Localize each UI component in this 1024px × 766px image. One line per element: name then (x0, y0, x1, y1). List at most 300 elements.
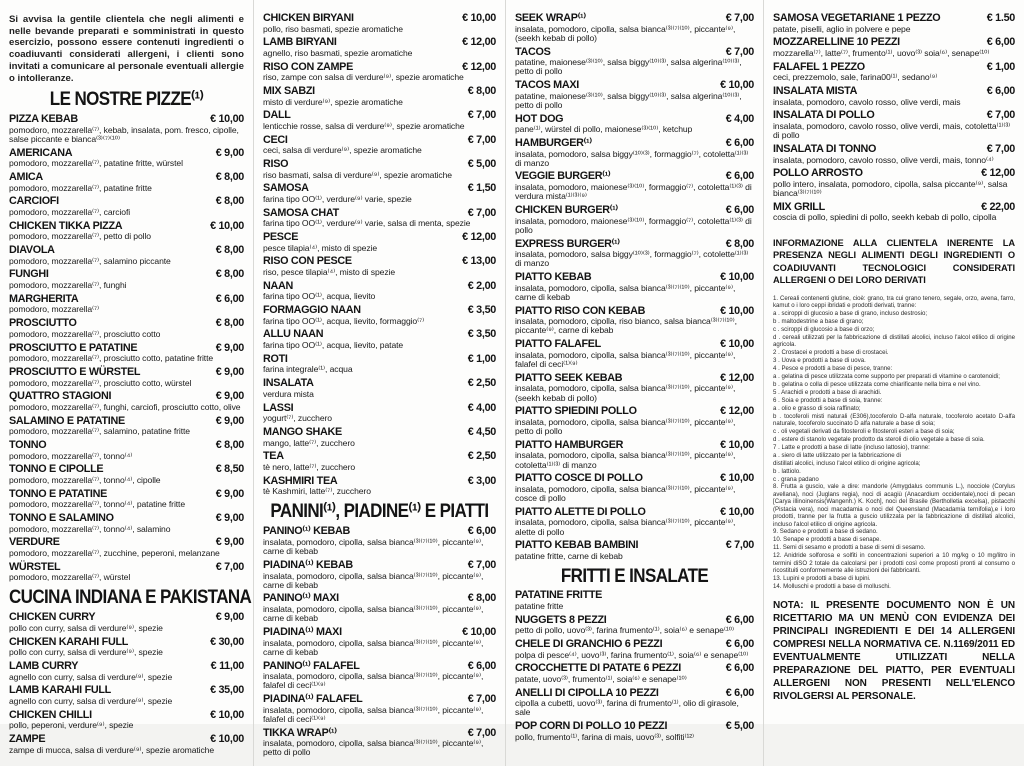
menu-item-head (515, 662, 754, 675)
item-price: € 10,00 (720, 472, 754, 485)
menu-item (9, 684, 244, 706)
menu-item (9, 488, 244, 510)
fine-print-line: 4 . Pesce e prodotti a base di pesce, tranne: (773, 365, 893, 373)
item-price: € 7,00 (725, 539, 754, 552)
item-price: € 2,50 (467, 377, 496, 390)
item-price: € 1.50 (986, 12, 1015, 24)
section-heading: FRITTI E INSALATE (560, 564, 709, 587)
item-ingredients: pomodoro, mozzarella⁽⁷⁾, tonno⁽⁴⁾ (9, 450, 133, 461)
item-price: € 9,00 (215, 487, 244, 500)
item-price: € 10,00 (720, 271, 754, 284)
item-ingredients: insalata, pomodoro, cipolla, salsa bianca⁽³⁾⁽⁷⁾⁽¹⁰⁾, piccante⁽⁹⁾, carne di kebab (263, 537, 484, 557)
item-name: PIATTO SEEK KEBAB (515, 371, 623, 384)
menu-item-head (773, 12, 1015, 25)
fine-print-line: c . oli vegetali derivati da fitosteroli e fitosteroli esteri a base di soia; (773, 427, 955, 435)
item-price: € 9,00 (215, 341, 244, 354)
item-price: € 7,00 (467, 558, 496, 571)
item-name: FALAFEL 1 PEZZO (773, 60, 865, 73)
item-name: CHICKEN TIKKA PIZZA (9, 219, 123, 232)
section-heading: PANINI⁽¹⁾, PIADINE⁽¹⁾ E PIATTI (270, 499, 489, 522)
item-price: € 12,00 (462, 231, 496, 244)
item-price: € 8,00 (215, 171, 244, 184)
fine-print-line: 10. Senape e prodotti a base di senape. (773, 536, 882, 544)
item-price: € 6,00 (725, 662, 754, 675)
item-price: € 8,00 (467, 85, 496, 98)
item-ingredients: farina tipo OO⁽¹⁾, acqua, lievito, formaggio⁽⁷⁾ (263, 315, 425, 326)
menu-item (515, 590, 754, 611)
menu-item (515, 638, 754, 660)
menu-item (263, 255, 496, 277)
item-price: € 6,00 (725, 136, 754, 149)
menu-item (773, 12, 1015, 34)
menu-item (515, 539, 754, 561)
menu-item (515, 614, 754, 636)
fine-print-line: b . maltodestrine a base di grano; (773, 318, 864, 326)
item-ingredients: riso, zampe con salsa di verdure⁽⁹⁾, spezie aromatiche (263, 72, 464, 83)
item-name: POLLO ARROSTO (773, 167, 863, 180)
item-ingredients: agnello, riso basmati, spezie aromatiche (263, 48, 413, 58)
item-name: PIADINA⁽¹⁾ FALAFEL (263, 693, 363, 706)
menu-item (9, 342, 244, 364)
item-name: WÜRSTEL (9, 560, 61, 573)
item-name: INSALATA (263, 377, 314, 390)
item-ingredients: patate, piselli, aglio in polvere e pepe (773, 23, 911, 34)
menu-item (9, 611, 244, 633)
item-price: € 10,00 (210, 708, 244, 721)
fine-print-line: b . gelatina o colla di pesce utilizzata come chiarificante nella birra e nel vino. (773, 380, 981, 388)
menu-item-head (263, 559, 496, 572)
item-ingredients: insalata, pomodoro, cipolla, salsa bianca⁽³⁾⁽⁷⁾⁽¹⁰⁾, piccante⁽⁹⁾, falafel di ceci⁽¹⁾⁽⁹⁾ (263, 671, 484, 691)
menu-item-head (9, 733, 244, 746)
item-price: € 7,00 (467, 206, 496, 219)
item-price: € 11,00 (210, 660, 244, 673)
menu-item-head (263, 426, 496, 439)
menu-item (263, 693, 496, 724)
menu-item-head (9, 439, 244, 452)
menu-item (515, 46, 754, 77)
item-name: PANINO⁽¹⁾ FALAFEL (263, 659, 360, 672)
item-price: € 10,00 (210, 113, 244, 126)
item-price: € 7,00 (467, 726, 496, 739)
item-ingredients: insalata, pomodoro, maionese⁽³⁾⁽¹⁰⁾, formaggio⁽⁷⁾, cotoletta⁽¹⁾⁽³⁾ di pollo (515, 215, 752, 235)
item-name: SEEK WRAP⁽¹⁾ (515, 12, 586, 24)
menu-item (263, 61, 496, 83)
item-price: € 10,00 (720, 79, 754, 92)
item-name: CHICKEN CURRY (9, 611, 96, 624)
menu-item-head (263, 450, 496, 463)
item-name: TACOS MAXI (515, 79, 579, 92)
item-price: € 3,00 (467, 474, 496, 487)
menu-column-4 (763, 0, 1024, 766)
menu-item (773, 109, 1015, 140)
fine-print-line: d . cereali utilizzati per la fabbricazione di distillati alcolici, incluso l'alcol etilico di origine agricola. (773, 333, 1015, 349)
menu-item (9, 415, 244, 437)
item-ingredients: pomodoro, mozzarella⁽⁷⁾, prosciutto cotto, patatine fritte (9, 353, 214, 364)
item-price: € 6,00 (725, 170, 754, 183)
fine-print-line: a . olio e grasso di soia raffinato; (773, 404, 861, 412)
menu-item-head (9, 660, 244, 673)
menu-item-head (515, 405, 754, 418)
menu-item (263, 36, 496, 58)
item-name: TEA (263, 450, 284, 463)
item-name: PIATTO SPIEDINI POLLO (515, 405, 637, 418)
fine-print-line: 12. Anidride solforosa e solfiti in concentrazioni superiori a 10 mg/kg o 10 mg/litro in termini diSO 2 totale da calcolarsi per i prodotti così come proposti pronti al consumo o ricostituiti conformemente alle istruzioni dei fabbricanti. (773, 552, 1015, 575)
menu-item (263, 328, 496, 350)
item-ingredients: pomodoro, mozzarella⁽⁷⁾, prosciutto cotto, würstel (9, 377, 192, 388)
item-price: € 8,00 (215, 317, 244, 330)
item-name: EXPRESS BURGER⁽¹⁾ (515, 237, 620, 250)
menu-item (263, 109, 496, 131)
menu-item (773, 143, 1015, 165)
item-price: € 6,00 (986, 36, 1015, 49)
item-price: € 6,00 (725, 613, 754, 626)
menu-column-1 (0, 0, 253, 766)
item-ingredients: insalata, pomodoro, salsa biggy⁽¹⁰⁾⁽³⁾, formaggio⁽⁷⁾, cotoletta⁽¹⁾⁽³⁾ di manzo (515, 148, 749, 168)
menu-item (263, 626, 496, 657)
menu-item (515, 113, 754, 135)
item-price: € 4,00 (467, 401, 496, 414)
menu-item-head (9, 536, 244, 549)
item-price: € 6,00 (215, 292, 244, 305)
item-price: € 8,50 (215, 463, 244, 476)
fine-print-line: a . sciroppi di glucosio a base di grano, incluso destrosio; (773, 310, 928, 318)
fine-print-line: 3 . Uova e prodotti a base di uova. (773, 357, 866, 365)
fine-print-line: c . sciroppi di glucosio a base di orzo; (773, 326, 875, 333)
item-ingredients: tè nero, latte⁽⁷⁾, zucchero (263, 461, 356, 472)
item-price: € 9,00 (215, 390, 244, 403)
item-name: ZAMPE (9, 733, 46, 746)
item-ingredients: coscia di pollo, spiedini di pollo, seekh kebab di pollo, cipolla (773, 212, 997, 223)
item-name: PIATTO FALAFEL (515, 338, 601, 351)
menu-item (9, 147, 244, 169)
item-price: € 7,00 (467, 693, 496, 706)
item-name: TONNO E PATATINE (9, 487, 107, 500)
menu-item (9, 195, 244, 217)
item-name: CROCCHETTE DI PATATE 6 PEZZI (515, 662, 681, 675)
item-price: € 10,00 (210, 733, 244, 746)
menu-item (263, 525, 496, 556)
menu-item (9, 536, 244, 558)
menu-item (263, 660, 496, 691)
item-ingredients: riso, pesce tilapia⁽⁴⁾, misto di spezie (263, 267, 396, 278)
menu-item (263, 85, 496, 107)
item-name: RISO CON ZAMPE (263, 60, 353, 73)
menu-item-head (9, 390, 244, 403)
item-name: CHICKEN BIRYANI (263, 12, 354, 24)
item-price: € 7,00 (986, 142, 1015, 155)
item-ingredients: insalata, pomodoro, cipolla, salsa bianca⁽³⁾⁽⁷⁾⁽¹⁰⁾, piccante⁽⁹⁾, carne di kebab (515, 282, 736, 302)
item-ingredients: zampe di mucca, salsa di verdure⁽⁹⁾, spezie aromatiche (9, 744, 215, 755)
item-name: POP CORN DI POLLO 10 PEZZI (515, 720, 668, 733)
menu-item (515, 238, 754, 269)
item-price: € 12,00 (462, 36, 496, 49)
menu-item-head (263, 231, 496, 244)
menu-item (515, 687, 754, 718)
menu-column-3 (505, 0, 763, 766)
item-name: CHICKEN KARAHI FULL (9, 635, 129, 648)
menu-item-head (263, 626, 496, 639)
item-name: CARCIOFI (9, 195, 59, 208)
menu-item (9, 561, 244, 583)
fine-print-line: 6 . Soia e prodotti a base di soia, tranne: (773, 396, 883, 404)
item-ingredients: insalata, pomodoro, cipolla, salsa bianca⁽³⁾⁽⁷⁾⁽¹⁰⁾, piccante⁽⁹⁾, carne di kebab (263, 604, 484, 624)
item-name: NAAN (263, 279, 293, 292)
item-price: € 6,00 (725, 686, 754, 699)
item-price: € 9,00 (215, 611, 244, 624)
item-price: € 9,00 (215, 511, 244, 524)
item-price: € 9,00 (215, 536, 244, 549)
item-name: LAMB BIRYANI (263, 36, 337, 49)
menu-item-head (515, 204, 754, 217)
item-name: TONNO E CIPOLLE (9, 463, 104, 476)
item-ingredients: pane⁽¹⁾, würstel di pollo, maionese⁽³⁾⁽¹⁰⁾, ketchup (515, 124, 693, 135)
menu-item (9, 439, 244, 461)
menu-item (515, 338, 754, 369)
menu-item (263, 231, 496, 253)
item-name: CHICKEN CHILLI (9, 708, 92, 721)
item-ingredients: farina tipo OO⁽¹⁾, acqua, lievito, patate (263, 340, 404, 351)
item-name: VERDURE (9, 536, 60, 549)
item-ingredients: agnello con curry, salsa di verdure⁽⁹⁾, spezie (9, 696, 173, 707)
menu-item (263, 158, 496, 180)
item-ingredients: cipolla a cubetti, uovo⁽³⁾, farina di frumento⁽¹⁾, olio di girasole, sale (515, 698, 739, 718)
item-price: € 7,00 (467, 109, 496, 122)
item-price: € 12,00 (720, 371, 754, 384)
item-name: AMICA (9, 171, 43, 184)
menu-item (9, 733, 244, 755)
item-ingredients: insalata, pomodoro, cipolla, salsa bianca⁽³⁾⁽⁷⁾⁽¹⁰⁾, piccante⁽⁹⁾, carne di kebab (263, 637, 484, 657)
item-ingredients: riso basmati, salsa di verdure⁽⁹⁾, spezie aromatiche (263, 169, 452, 180)
item-ingredients: mango, latte⁽⁷⁾, zucchero (263, 437, 355, 448)
item-price: € 7,00 (467, 133, 496, 146)
item-price: € 8,00 (215, 195, 244, 208)
item-name: SAMOSA CHAT (263, 206, 339, 219)
item-name: KASHMIRI TEA (263, 474, 338, 487)
item-name: SAMOSA (263, 182, 309, 195)
menu-item-head (773, 167, 1015, 180)
item-ingredients: pollo, peperoni, verdure⁽⁹⁾, spezie (9, 720, 134, 731)
menu-item-head (9, 366, 244, 379)
item-price: € 3,50 (467, 328, 496, 341)
item-ingredients: verdura mista (263, 388, 314, 399)
item-name: HOT DOG (515, 112, 564, 125)
item-price: € 7,00 (986, 109, 1015, 122)
item-ingredients: patatine fritte, carne di kebab (515, 550, 623, 561)
item-ingredients: insalata, pomodoro, cipolla, salsa bianca⁽³⁾⁽⁷⁾⁽¹⁰⁾, piccante⁽⁹⁾, falafel di ceci⁽¹⁾⁽⁹⁾ (515, 349, 736, 369)
item-price: € 10,00 (462, 12, 496, 24)
item-price: € 1,50 (467, 182, 496, 195)
item-name: FORMAGGIO NAAN (263, 304, 361, 317)
item-price: € 6,00 (467, 659, 496, 672)
menu-item-head (515, 79, 754, 92)
item-ingredients: ceci, salsa di verdure⁽⁹⁾, spezie aromatiche (263, 145, 422, 156)
item-ingredients: patatine, maionese⁽³⁾⁽¹⁰⁾, salsa biggy⁽¹⁰⁾⁽³⁾, salsa algerina⁽¹⁰⁾⁽³⁾, petto di pollo (515, 57, 742, 77)
item-name: QUATTRO STAGIONI (9, 390, 112, 403)
menu-item (9, 636, 244, 658)
menu-item (9, 244, 244, 266)
menu-item-head (515, 12, 754, 25)
menu-item-head (9, 512, 244, 525)
item-name: PANINO⁽¹⁾ KEBAB (263, 525, 350, 538)
item-price: € 10,00 (720, 304, 754, 317)
fine-print-line: distillati alcolici, incluso l'alcol etilico di origine agricola; (773, 459, 921, 467)
item-ingredients: pomodoro, mozzarella⁽⁷⁾ (9, 304, 100, 315)
item-ingredients: patatine fritte (515, 600, 564, 611)
section-heading: CUCINA INDIANA E PAKISTANA (9, 585, 252, 608)
menu-item (263, 353, 496, 375)
item-price: € 35,00 (210, 684, 244, 697)
item-price: € 8,00 (725, 237, 754, 250)
item-ingredients: agnello con curry, salsa di verdure⁽⁹⁾, spezie (9, 671, 173, 682)
menu-item (515, 472, 754, 503)
item-name: PIZZA KEBAB (9, 113, 78, 126)
item-ingredients: insalata, pomodoro, cipolla, salsa bianca⁽³⁾⁽⁷⁾⁽¹⁰⁾, piccante⁽⁹⁾, cosce di pollo (515, 483, 736, 504)
item-ingredients: insalata, pomodoro, cipolla, salsa bianca⁽³⁾⁽⁷⁾⁽¹⁰⁾, piccante⁽⁹⁾, falafel di ceci⁽¹⁾⁽⁹⁾ (263, 704, 484, 724)
item-name: INSALATA MISTA (773, 85, 858, 98)
item-ingredients: insalata, pomodoro, cipolla, salsa bianca⁽³⁾⁽⁷⁾⁽¹⁰⁾, piccante⁽⁹⁾, alette di pollo (515, 517, 736, 537)
item-ingredients: farina tipo OO⁽¹⁾, verdure⁽⁹⁾ varie, salsa di menta, spezie (263, 218, 471, 229)
item-price: € 10,00 (720, 438, 754, 451)
item-ingredients: pomodoro, mozzarella⁽⁷⁾, patatine fritte, würstel (9, 158, 183, 169)
item-name: INSALATA DI TONNO (773, 142, 877, 155)
item-ingredients: pomodoro, mozzarella⁽⁷⁾, tonno⁽⁴⁾, cipolle (9, 474, 161, 485)
menu-item (263, 450, 496, 472)
item-ingredients: insalata, pomodoro, maionese⁽³⁾⁽¹⁰⁾, formaggio⁽⁷⁾, cotoletta⁽¹⁾⁽³⁾ di verdura mista⁽¹⁾⁽³⁾⁽⁹⁾ (515, 182, 752, 202)
menu-item (9, 463, 244, 485)
item-ingredients: insalata, pomodoro, cavolo rosso, olive verdi, mais (773, 96, 961, 107)
item-name: TONNO (9, 438, 47, 451)
item-ingredients: pomodoro, mozzarella⁽⁷⁾, patatine fritte (9, 182, 152, 193)
menu-item-head (515, 638, 754, 651)
menu-item-head (9, 171, 244, 184)
item-ingredients: pollo con curry, salsa di verdure⁽⁹⁾, spezie (9, 623, 163, 634)
menu-item (263, 12, 496, 34)
item-ingredients: pollo, frumento⁽¹⁾, farina di mais, uovo⁽³⁾, solfiti⁽¹²⁾ (515, 731, 695, 742)
item-name: MANGO SHAKE (263, 425, 342, 438)
item-price: € 7,00 (725, 45, 754, 58)
item-ingredients: lenticchie rosse, salsa di verdure⁽⁹⁾, spezie aromatiche (263, 121, 465, 132)
fine-print-line: c . grana padano (773, 475, 819, 483)
fine-print-line: b . lattiolo. (773, 467, 801, 475)
item-ingredients: pomodoro, mozzarella⁽⁷⁾, tonno⁽⁴⁾, patatine fritte (9, 499, 186, 510)
menu-item (263, 402, 496, 424)
item-price: € 6,00 (725, 637, 754, 650)
fine-print-line: 13. Lupini e prodotti a base di lupini. (773, 575, 871, 582)
menu-item (515, 271, 754, 302)
menu-item-head (515, 338, 754, 351)
menu-item (515, 720, 754, 742)
item-price: € 22,00 (981, 200, 1015, 213)
menu-item (263, 426, 496, 448)
item-price: € 3,50 (467, 304, 496, 317)
item-name: ALLU NAAN (263, 328, 324, 341)
item-ingredients: insalata, pomodoro, cipolla, salsa bianca⁽³⁾⁽⁷⁾⁽¹⁰⁾, piccante⁽⁹⁾, (seekh kebab di pollo) (515, 383, 736, 403)
menu-item (773, 201, 1015, 223)
fine-print-line: 7 . Latte e prodotti a base di latte (incluso lattosio), tranne: (773, 443, 930, 451)
menu-item-head (263, 85, 496, 98)
item-name: PIATTO COSCE DI POLLO (515, 472, 643, 485)
menu-item (9, 220, 244, 242)
menu-item (263, 182, 496, 204)
fine-print-line: 11. Semi di sesamo e prodotti a base di semi di sesamo. (773, 544, 926, 552)
item-name: MIX GRILL (773, 200, 825, 213)
item-ingredients: insalata, pomodoro, cipolla, salsa bianca⁽³⁾⁽⁷⁾⁽¹⁰⁾, piccante⁽⁹⁾, cotoletta⁽¹⁾⁽³⁾ di manzo (515, 450, 736, 470)
menu-item-head (9, 463, 244, 476)
fine-print-line: d . estere di stanolo vegetale prodotto da steroli di olio vegetale a base di soia. (773, 435, 985, 443)
item-price: € 10,00 (462, 625, 496, 638)
item-name: RISO CON PESCE (263, 255, 352, 268)
item-name: PROSCIUTTO E WÜRSTEL (9, 365, 141, 378)
allergen-fine-print (773, 295, 1015, 591)
menu-item (263, 559, 496, 590)
item-price: € 30,00 (210, 635, 244, 648)
allergen-info-heading: INFORMAZIONE ALLA CLIENTELA INERENTE LA PRESENZA NEGLI ALIMENTI DEGLI INGREDIENTI O COADIUVANTI TECNOLOGICI CONSIDERATI ALLERGENI O DEI LORO DERIVATI (773, 237, 1015, 286)
item-name: PROSCIUTTO (9, 317, 77, 330)
item-ingredients: insalata, pomodoro, cavolo rosso, olive verdi, mais, cotoletta⁽¹⁾⁽³⁾ di pollo (773, 121, 1011, 141)
item-name: SAMOSA VEGETARIANE 1 PEZZO (773, 12, 941, 24)
fine-print-line: a . siero di latte utilizzato per la fabbricazione di (773, 451, 902, 459)
fine-print-line: a . gelatina di pesce utilizzata come supporto per preparati di vitamine o carotenoidi; (773, 373, 1000, 381)
menu-item-head (515, 271, 754, 284)
item-name: CECI (263, 133, 288, 146)
menu-item-head (263, 304, 496, 317)
item-name: HAMBURGER⁽¹⁾ (515, 136, 592, 149)
item-ingredients: pollo, riso basmati, spezie aromatiche (263, 23, 403, 34)
menu-item (263, 475, 496, 497)
item-name: TIKKA WRAP⁽¹⁾ (263, 726, 337, 739)
menu-item-head (263, 12, 496, 25)
item-ingredients: pollo con curry, salsa di verdure⁽⁹⁾, spezie (9, 647, 163, 658)
item-price: € 8,00 (467, 592, 496, 605)
menu-item (9, 317, 244, 339)
menu-item (515, 204, 754, 235)
menu-column-2 (253, 0, 505, 766)
menu-item (9, 709, 244, 731)
menu-item (515, 372, 754, 403)
menu-item (263, 304, 496, 326)
item-name: PATATINE FRITTE (515, 589, 603, 602)
item-ingredients: pomodoro, mozzarella⁽⁷⁾, funghi, carciofi, prosciutto cotto, olive (9, 401, 241, 412)
item-ingredients: pomodoro, mozzarella⁽⁷⁾, salamino, patatine fritte (9, 426, 190, 437)
menu-item-head (263, 377, 496, 390)
item-name: TACOS (515, 45, 551, 58)
item-name: PESCE (263, 231, 299, 244)
item-price: € 4,50 (467, 425, 496, 438)
item-price: € 8,00 (215, 268, 244, 281)
menu-item (9, 268, 244, 290)
menu-item (515, 305, 754, 336)
item-name: ROTI (263, 352, 288, 365)
item-name: RISO (263, 158, 289, 171)
item-name: MIX SABZI (263, 85, 315, 98)
item-price: € 12,00 (981, 167, 1015, 180)
item-ingredients: pollo intero, insalata, pomodoro, cipolla, salsa piccante⁽⁹⁾, salsa bianca⁽³⁾⁽⁷⁾⁽¹⁰⁾ (773, 178, 1008, 199)
menu-item (515, 662, 754, 684)
item-price: € 4,00 (725, 112, 754, 125)
menu-item (9, 366, 244, 388)
item-ingredients: insalata, pomodoro, cipolla, riso bianco, salsa bianca⁽³⁾⁽⁷⁾⁽¹⁰⁾, piccante⁽⁹⁾, carne di kebab (515, 316, 737, 336)
item-price: € 2,50 (467, 450, 496, 463)
item-name: PIATTO KEBAB (515, 271, 592, 284)
menu-item-head (9, 317, 244, 330)
item-ingredients: pomodoro, mozzarella⁽⁷⁾, carciofi (9, 207, 131, 218)
item-ingredients: pesce tilapia⁽⁴⁾, misto di spezie (263, 242, 377, 253)
menu-item (773, 61, 1015, 83)
fine-print-line: 1. Cereali contenenti glutine, cioè: grano, tra cui grano tenero, segale, orzo, avena, farro, kamut o i loro ceppi ibridati e prodotti derivati, tranne: (773, 294, 1015, 310)
item-ingredients: pomodoro, mozzarella⁽⁷⁾, zucchine, peperoni, melanzane (9, 547, 220, 558)
fine-print-line: b . tocoferoli misti naturali (E306),tocoferolo D-alfa naturale, tocoferolo acetato D-alfa naturale, tocoferolo succinato D alfa naturale a base di soia; (773, 412, 1015, 428)
item-name: TONNO E SALAMINO (9, 511, 114, 524)
